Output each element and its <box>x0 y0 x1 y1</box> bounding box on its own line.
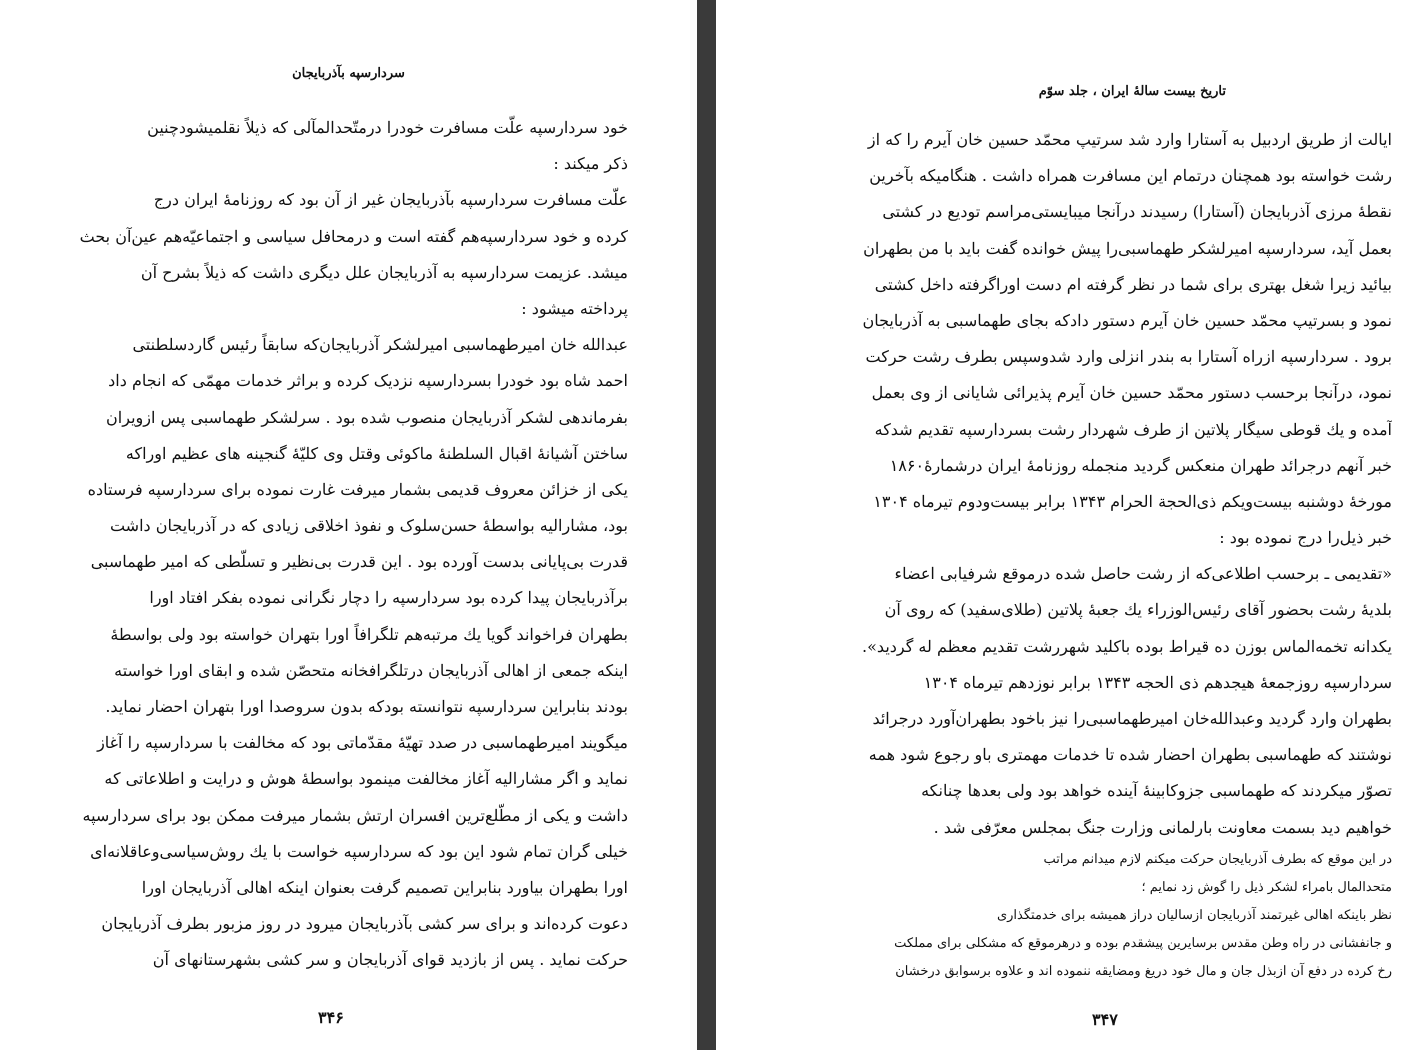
quote-line: در این موقع که بطرف آذربایجان حرکت میکنم لازم میدانم مراتب <box>1043 851 1392 867</box>
text-line: «تقدیمی ـ برحسب اطلاعی‌که از رشت حاصل شده درموقع شرفیابی اعضاء <box>894 564 1392 584</box>
text-line: برود . سردارسپه ازراه آستارا به بندر انزلی وارد شدوسپس بطرف رشت حرکت <box>865 347 1392 367</box>
quote-line: نظر باینکه اهالی غیرتمند آذربایجان ازسالیان دراز همیشه برای خدمتگذاری <box>996 907 1392 923</box>
text-line: سردارسپه روزجمعهٔ هیجدهم ذی الحجه ۱۳۴۳ برابر نوزدهم تیرماه ۱۳۰۴ <box>923 672 1392 692</box>
text-line: داشت و یکی از مطّلع‌ترین افسران ارتش بشمار میرفت ممکن بود برای سردارسپه <box>82 805 628 825</box>
text-line: برآذربایجان پیدا کرده بود سردارسپه را دچار نگرانی نموده بفکر افتاد اورا <box>149 588 628 608</box>
page-body <box>46 110 628 979</box>
text-line: نمود و بسرتیپ محمّد حسین خان آیرم دستور دادکه بجای طهماسبی به آذربایجان <box>862 310 1392 330</box>
text-line: میشد. عزیمت سردارسپه به آذربایجان علل دیگری داشت که ذیلاً بشرح آن <box>140 262 628 282</box>
text-line: رشت خواسته بود همچنان درتمام این مسافرت همراه داشت . هنگامیکه بآخرین <box>869 166 1392 186</box>
left-page <box>0 0 697 1050</box>
text-line: دعوت کرده‌اند و برای سر کشی بآذربایجان میرود در روز مزبور بطرف آذربایجان <box>101 914 628 934</box>
quote-line: و جانفشانی در راه وطن مقدس برسایرین پیشقدم بوده و درهرموقع که مشکلی برای مملکت <box>894 935 1392 951</box>
text-line: خود سردارسپه علّت مسافرت خودرا درمتّحدالمآلی که ذیلاً نقلمیشودچنین <box>147 118 628 137</box>
quote-line: متحدالمال بامراء لشکر ذیل را گوش زد نمایم ؛ <box>1141 879 1392 895</box>
text-line: یکی از خزائن معروف قدیمی بشمار میرفت غارت نموده برای سردارسپه فرستاده <box>87 479 628 499</box>
text-line: خبر ذیل‌را درج نموده بود : <box>1219 528 1392 548</box>
text-line: تصوّر میکردند که طهماسبی جزوکابینهٔ آینده خواهد بود ولی بعدها چنانکه <box>921 781 1392 801</box>
text-line: اینکه جمعی از اهالی آذربایجان درتلگرافخانه متحصّن شده و ابقای اورا خواسته <box>114 660 628 680</box>
text-line: بودند بنابراین سردارسپه نتوانسته بودکه بدون سروصدا اورا بتهران احضار نماید. <box>105 697 628 716</box>
text-line: نوشتند که طهماسبی بطهران احضار شده تا خدمات مهمتری باو رجوع شود همه <box>868 745 1392 765</box>
text-line: قدرت بی‌پایانی بدست آورده بود . این قدرت بی‌نظیر و تسلّطی که امیر طهماسبی <box>90 552 628 572</box>
text-line: بعمل آید، سردارسپه امیرلشکر طهماسبی‌را پیش خوانده گفت باید با من بطهران <box>863 238 1392 258</box>
right-page <box>716 0 1416 1050</box>
text-line: خواهیم دید بسمت معاونت بارلمانی وزارت جنگ بمجلس معرّفی شد . <box>933 817 1392 837</box>
text-line: پرداخته میشود : <box>521 298 628 318</box>
text-line: حرکت نماید . پس از بازدید قوای آذربایجان و سر کشی بشهرستانهای آن <box>152 950 628 970</box>
page-number: ۳۴۷ <box>1092 1010 1118 1029</box>
text-line: بیائید زیرا شغل بهتری برای شما در نظر گرفته ام دست اوراگرفته داخل کشتی <box>874 274 1392 294</box>
text-line: خبر آنهم درجرائد طهران منعکس گردید منجمله روزنامهٔ ایران درشمارهٔ۱۸۶۰ <box>889 455 1392 475</box>
text-line: ساختن آشیانهٔ اقبال السلطنهٔ ماکوئی وقتل وی کلیّهٔ گنجینه های عظیم اوراکه <box>125 443 628 463</box>
text-line: ذکر میکند : <box>553 154 628 174</box>
text-line: اورا بطهران بیاورد بنابراین تصمیم گرفت بعنوان اینکه اهالی آذربایجان اورا <box>141 877 628 897</box>
text-line: بلدیهٔ رشت بحضور آقای رئیس‌الوزراء یك جعبهٔ پلاتین (طلای‌سفید) که روی آن <box>884 600 1392 620</box>
quote-line: رخ کرده در دفع آن ازبذل جان و مال خود دریغ ومضایقه ننموده اند و علاوه برسوابق درخشان <box>895 963 1392 979</box>
text-line: یکدانه تخمه‌الماس بوزن ده قیراط بوده باکلید شهررشت تقدیم معظم له گردید». <box>862 636 1392 656</box>
text-line: بفرماندهی لشکر آذربایجان منصوب شده بود . سرلشکر طهماسبی پس ازویران <box>106 407 628 427</box>
text-line: آمده و یك قوطی سیگار پلاتین از طرف شهردار رشت بسردارسپه تقدیم شدکه <box>874 419 1392 439</box>
page-number: ۳۴۶ <box>318 1008 344 1027</box>
text-line: خیلی گران تمام شود این بود که سردارسپه خواست با یك روش‌سیاسی‌وعاقلانه‌ای <box>90 841 628 861</box>
text-line: بطهران فراخواند گویا یك مرتبه‌هم تلگرافاً اورا بتهران خواسته بود ولی بواسطهٔ <box>110 624 628 644</box>
page-body <box>824 122 1392 986</box>
text-line: علّت مسافرت سردارسپه بآذربایجان غیر از آن بود که روزنامهٔ ایران درج <box>153 190 628 210</box>
book-gutter <box>697 0 716 1050</box>
text-line: بطهران وارد گردید وعبدالله‌خان امیرطهماسبی‌را نیز باخود بطهران‌آورد درجرائد <box>872 709 1392 728</box>
text-line: احمد شاه بود خودرا بسردارسپه نزدیک کرده و براثر خدمات مهمّی که انجام داد <box>108 371 628 391</box>
text-line: بود، مشارالیه بواسطهٔ حسن‌سلوک و نفوذ اخلاقی زیادی که در آذربایجان داشت <box>109 516 628 536</box>
text-line: نقطهٔ مرزی آذربایجان (آستارا) رسیدند درآنجا میبایستی‌مراسم تودیع در کشتی <box>882 202 1392 222</box>
text-line: عبدالله خان امیرطهماسبی امیرلشکر آذربایجان‌که سابقاً رئیس گاردسلطنتی <box>132 335 628 355</box>
running-head: سردارسپه بآذربایجان <box>292 66 405 81</box>
running-head: تاریخ بیست سالهٔ ایران ، جلد سوّم <box>1038 84 1226 99</box>
text-line: ایالت از طریق اردبیل به آستارا وارد شد سرتیپ محمّد حسین خان آیرم را که از <box>867 130 1392 149</box>
text-line: کرده و خود سردارسپه‌هم گفته است و درمحافل سیاسی و اجتماعیّه‌هم عین‌آن بحث <box>79 226 628 246</box>
text-line: مورخهٔ دوشنبه بیست‌ویکم ذی‌الحجة الحرام ۱۳۴۳ برابر بیست‌ودوم تیرماه ۱۳۰۴ <box>873 491 1392 511</box>
text-line: نمود، درآنجا برحسب دستور محمّد حسین خان آیرم پذیرائی شایانی از وی بعمل <box>871 383 1392 403</box>
text-line: نماید و اگر مشارالیه آغاز مخالفت مینمود بواسطهٔ هوش و درایت و اطلاعاتی که <box>104 769 628 789</box>
text-line: میگویند امیرطهماسبی در صدد تهیّهٔ مقدّماتی بود که مخالفت با سردارسپه را آغاز <box>97 733 628 753</box>
